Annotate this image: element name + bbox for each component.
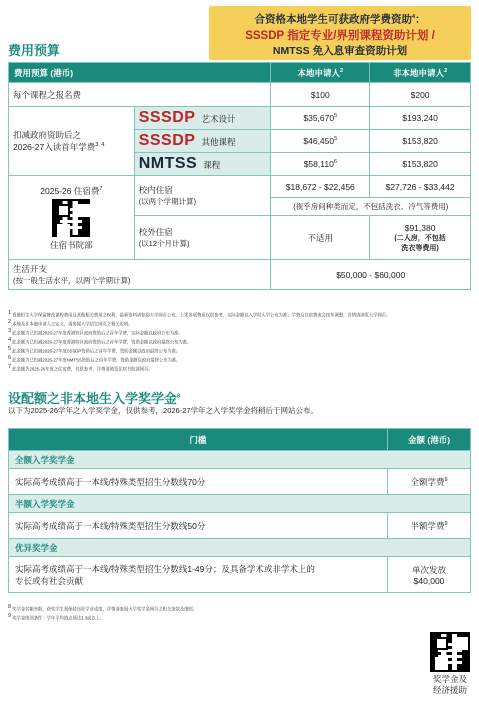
section-merit-scholarship: 优异奖学金 <box>9 539 471 557</box>
half-amount: 半额学费$^9$ <box>388 513 471 539</box>
offcampus-nonlocal: $91,380 (二人房，不包括 洗衣等费用) <box>370 216 471 260</box>
oncampus-nonlocal: $27,726 - $33,442 <box>370 176 471 198</box>
funding-banner <box>209 6 471 60</box>
tuition-label: 扣减政府资助后之 2026-27入读首年学费$^{3, 4}$ <box>9 107 135 176</box>
section-half-scholarship: 半额入学奖学金 <box>9 495 471 513</box>
banner-line-2: SSSDP 指定专业/界别课程资助计划 / <box>245 29 435 42</box>
scholarship-footnotes <box>8 604 418 622</box>
header-fee-budget: 费用预算 (港币) <box>9 63 271 83</box>
sssdp-logo: SSSDP <box>138 132 196 149</box>
app-fee-nonlocal: $200 <box>370 83 471 107</box>
scholarship-table <box>8 428 471 593</box>
offcampus-local: 不适用 <box>271 216 370 260</box>
sssdp-arts-nonlocal: $193,240 <box>370 107 471 130</box>
living-label: 生活开支 (按一般生活水平，以两个学期计算) <box>9 260 271 290</box>
full-amount: 全额学费$^9$ <box>388 469 471 495</box>
header-local: 本地申请人$^2$ <box>271 63 370 83</box>
footnote: $^4$ 此金额为已扣减2026-27年度香港特区政府资助后之首年学费，资助金额以政府最终公布为准。 <box>8 336 192 345</box>
footnote: $^6$ 此金额为已扣减2026-27年度NMTSS资助后之首年学费，资助金额以政府最终公布为准。 <box>8 354 181 363</box>
footnote: $^7$ 此金额为2025-26年度之住宿费，仅供参考，详情请浏览住宿书院部网页。 <box>8 363 153 371</box>
nmtss-logo: NMTSS <box>138 155 198 172</box>
scholarship-subtitle: 以下为2025-26学年之入学奖学金，仅供参考，2026-27学年之入学奖学金将稍后于网站公布。 <box>8 406 319 415</box>
footnote: $^5$ 此金额为已扣减2026-27年度SSSDP资助后之首年学费，资助金额以政府最终公布为准。 <box>8 345 181 354</box>
header-amount: 金额 (港币) <box>388 429 471 451</box>
banner-line-1: 合资格本地学生可获政府学费资助$^4$： <box>254 13 426 26</box>
sssdp-arts-label: SSSDP 艺术设计 <box>134 107 271 130</box>
scholarship-qr-block <box>427 630 473 696</box>
sssdp-other-local: $46,450$^5$ <box>271 130 370 153</box>
full-criteria: 实际高考成绩高于一本线/特殊类型招生分数线70分 <box>9 469 388 495</box>
offcampus-label: 校外住宿 (以12个月计算) <box>134 216 271 260</box>
scholarship-qr-code-icon[interactable] <box>430 632 470 672</box>
footnote: $^9$ 奖学金续领条件：学年平均绩点须达3.3或以上。 <box>8 612 105 621</box>
footnote: $^2$ 本地及非本地申请人之定义，请参阅大学招生网页之相关说明。 <box>8 318 133 327</box>
footnote: $^8$ 奖学金名额有限，获奖学生须保持良好学业成绩，详情请参阅大学奖学金网页之相关条款及细则。 <box>8 604 198 612</box>
header-nonlocal: 非本地申请人$^2$ <box>370 63 471 83</box>
app-fee-local: $100 <box>271 83 370 107</box>
footnote: $^3$ 此金额为已扣减2026-27年度香港特区政府资助后之首年学费，实际金额以政府公布为准。 <box>8 327 183 336</box>
sssdp-other-nonlocal: $153,820 <box>370 130 471 153</box>
section-full-scholarship: 全额入学奖学金 <box>9 451 471 469</box>
oncampus-local: $18,672 - $22,456 <box>271 176 370 198</box>
merit-amount: 单次发放 $40,000 <box>388 557 471 593</box>
nmtss-local: $58,110$^6$ <box>271 153 370 176</box>
sssdp-arts-local: $35,670$^5$ <box>271 107 370 130</box>
oncampus-note: (视乎房间种类而定，不包括洗衣、冷气等费用) <box>271 198 471 216</box>
hostel-label: 2025-26 住宿费$^7$ 住宿书院部 <box>9 176 135 260</box>
oncampus-label: 校内住宿 (以两个学期计算) <box>134 176 271 216</box>
sssdp-other-label: SSSDP 其他课程 <box>134 130 271 153</box>
nmtss-label: NMTSS 课程 <box>134 153 271 176</box>
hostel-qr-code-icon[interactable] <box>52 199 90 237</box>
merit-criteria: 实际高考成绩高于一本线/特殊类型招生分数线1-49分；及具备学术或非学术上的 专长或有社会贡献 <box>9 557 388 593</box>
footnote: $^1$ 香港恒生大学保留修改课程费用及其他相关费用之权利，最新资料请参阅大学网页公布。上述各项费用仅供参考，实际金额以入学时大学公布为准；学费及住宿费或会按年调整，详情请浏览大学网页。 <box>8 310 391 318</box>
fee-footnotes <box>8 310 471 372</box>
row-app-fee-label: 每个课程之报名费 <box>9 83 271 107</box>
nmtss-nonlocal: $153,820 <box>370 153 471 176</box>
section-title-scholarship: 设配额之非本地生入学奖学金$^8$ <box>8 391 181 406</box>
half-criteria: 实际高考成绩高于一本线/特殊类型招生分数线50分 <box>9 513 388 539</box>
qr-label-line2: 经济援助 <box>432 685 467 695</box>
section-title-fees: 费用预算 <box>8 43 61 58</box>
qr-label-line1: 奖学金及 <box>432 674 467 684</box>
fees-table <box>8 62 471 290</box>
header-threshold: 门槛 <box>9 429 388 451</box>
living-value: $50,000 - $60,000 <box>271 260 471 290</box>
sssdp-logo: SSSDP <box>138 109 196 126</box>
banner-line-3: NMTSS 免入息审查资助计划 <box>272 44 408 57</box>
hostel-qr-label: 住宿书院部 <box>50 239 93 250</box>
